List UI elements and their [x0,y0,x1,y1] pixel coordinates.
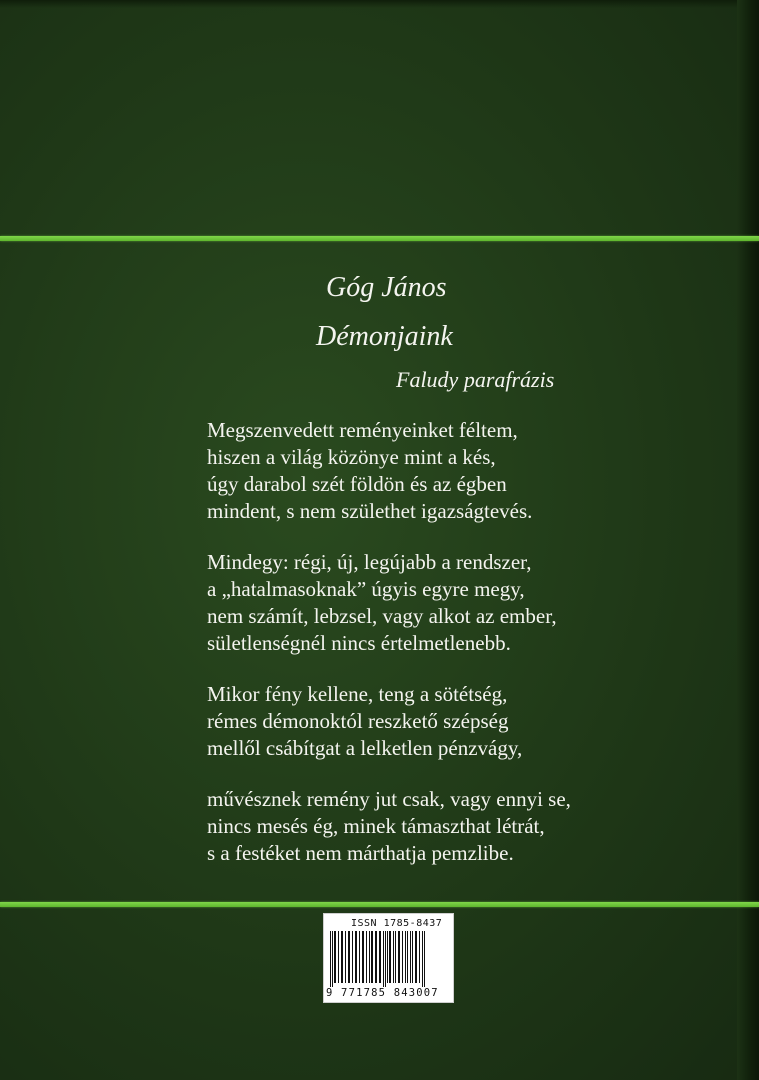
barcode-bar [334,931,336,983]
poem-subtitle: Faludy parafrázis [396,367,555,392]
poem-line: mellől csábítgat a lelketlen pénzvágy, [207,736,523,760]
bottom-accent-line [0,902,759,907]
poem-line: sületlenségnél nincs értelmetlenebb. [207,631,511,655]
poem-line: nem számít, lebzsel, vagy alkot az ember, [207,604,557,628]
author-name: Góg János [326,272,447,303]
poem-line: Megszenvedett reményeinket féltem, [207,418,518,442]
barcode-bar [407,931,408,983]
stanza [207,549,657,657]
barcode-bar [385,931,386,987]
poem-body [207,417,657,891]
stanza [207,681,657,762]
barcode-bar [383,931,384,987]
barcode-bar [375,931,377,983]
cover-top-edge [0,0,759,8]
poem-line: Mindegy: régi, új, legújabb a rendszer, [207,550,532,574]
barcode-bar [332,931,333,987]
stanza [207,786,657,867]
barcode-bar [341,931,343,983]
barcode-bar [330,931,331,987]
barcode-bars [326,931,450,987]
barcode-bar [387,931,388,983]
barcode-bar [412,931,413,983]
barcode-bar [393,931,394,983]
barcode-bar [348,931,350,983]
poem-line: mindent, s nem születhet igazságtevés. [207,499,533,523]
barcode-bar [410,931,411,983]
barcode-bar [389,931,391,983]
poem-line: Mikor fény kellene, teng a sötétség, [207,682,508,706]
poem-title: Démonjaink [316,321,453,352]
poem-line: rémes démonoktól reszkető szépség [207,709,509,733]
issn-label: ISSN 1785-8437 [351,918,443,929]
barcode-bar [359,931,360,983]
barcode-bar [362,931,364,983]
barcode-bar [402,931,403,983]
barcode-bar [345,931,346,983]
poem-line: s a festéket nem márthatja pemzlibe. [207,841,514,865]
poem-line: úgy darabol szét földön és az égben [207,472,507,496]
cover-spine-edge [737,0,759,1080]
barcode-bar [369,931,370,983]
barcode-bar [366,931,367,983]
poem-line: hiszen a világ közönye mint a kés, [207,445,496,469]
poem-line: nincs mesés ég, minek támaszthat létrát, [207,814,545,838]
barcode-bar [419,931,420,983]
ean-digits: 9 771785 843007 [326,987,439,999]
barcode-bar [395,931,396,983]
barcode-bar [355,931,357,983]
barcode-bar [352,931,353,983]
barcode-bar [405,931,406,983]
barcode-bar [398,931,400,983]
barcode-bar [415,931,417,983]
barcode-bar [424,931,425,987]
stanza [207,417,657,525]
top-accent-line [0,236,759,241]
poem-line: művésznek remény jut csak, vagy ennyi se, [207,787,571,811]
barcode-bar [379,931,381,983]
barcode-bar [338,931,339,983]
barcode-bar [371,931,373,983]
poem-line: a „hatalmasoknak” úgyis egyre megy, [207,577,525,601]
barcode-bar [422,931,423,987]
